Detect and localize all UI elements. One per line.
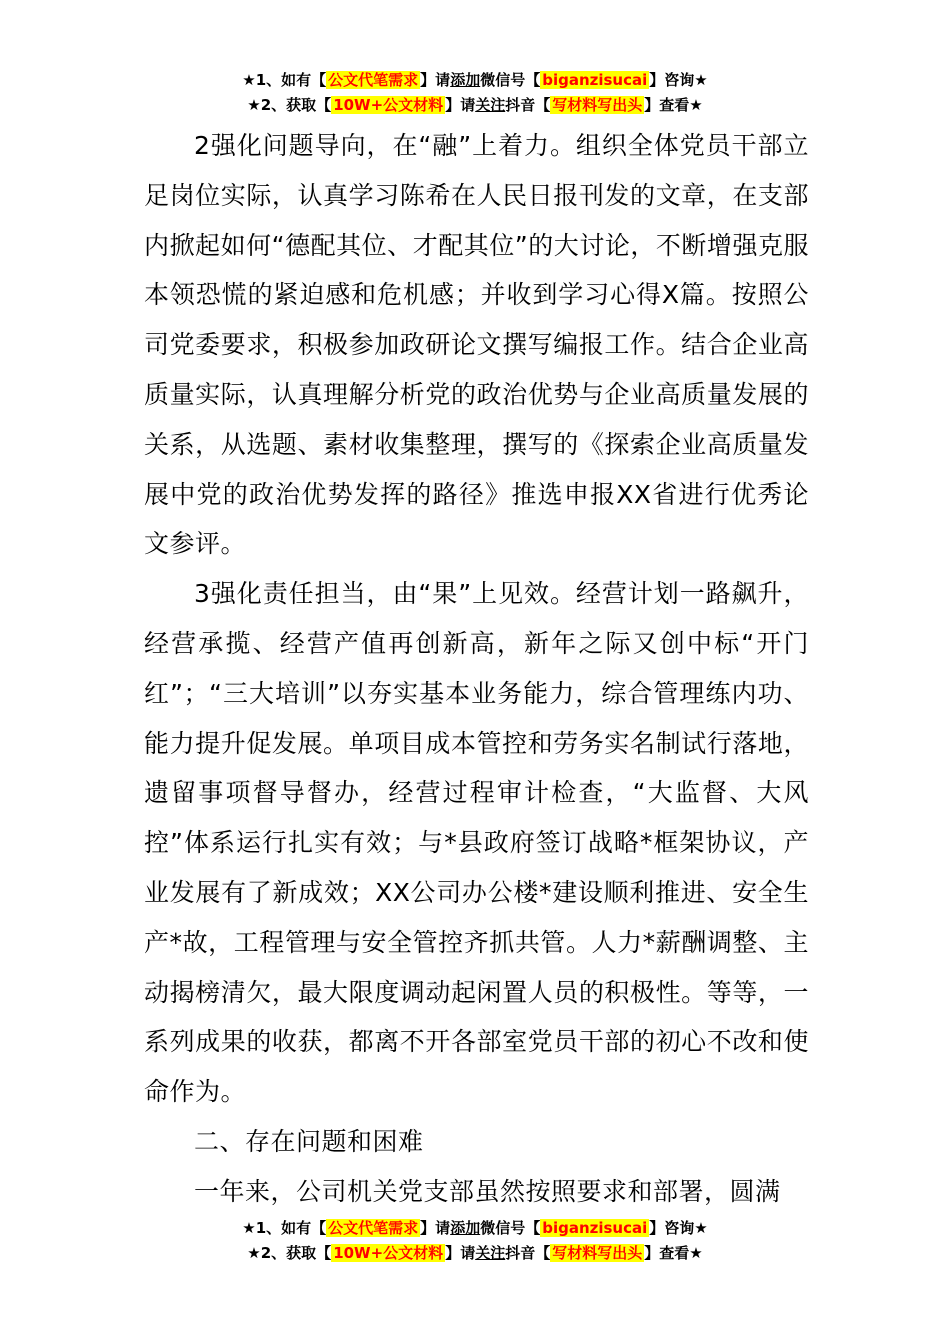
header-banner <box>0 68 950 118</box>
banner-text: ★1、如有【 <box>242 1219 327 1237</box>
paragraph: 2强化问题导向，在“融”上着力。组织全体党员干部立足岗位实际，认真学习陈希在人民日报刊发的文章，在支部内掀起如何“德配其位、才配其位”的大讨论，不断增强克服本领恐慌的紧迫感和危机感；并收到学习心得X篇。按照公司党委要求，积极参加政研论文撰写编报工作。结合企业高质量实际，认真理解分析党的政治优势与企业高质量发展的关系，从选题、素材收集整理，撰写的《探索企业高质量发展中党的政治优势发挥的路径》推选申报XX省进行优秀论文参评。 <box>144 131 809 559</box>
banner-underlined: 添加 <box>450 71 481 89</box>
banner-underlined: 关注 <box>475 1244 506 1262</box>
banner-highlight: 写材料写出头 <box>552 96 643 114</box>
banner-text: 】请 <box>445 96 476 114</box>
banner-highlight: 10W+公文材料 <box>333 1244 444 1262</box>
footer-banner <box>0 1216 950 1266</box>
banner-text: ★2、获取【 <box>247 1244 332 1262</box>
banner-text: 】请 <box>420 71 451 89</box>
banner-text: 】查看★ <box>644 96 703 114</box>
banner-line-1 <box>0 1216 950 1241</box>
document-body <box>144 121 809 1217</box>
banner-text: ★1、如有【 <box>242 71 327 89</box>
banner-highlight: biganzisucai <box>542 1219 648 1237</box>
banner-underlined: 添加 <box>450 1219 481 1237</box>
section-heading: 二、存在问题和困难 <box>194 1126 424 1156</box>
banner-text: 抖音【 <box>505 96 551 114</box>
banner-highlight: biganzisucai <box>542 71 648 89</box>
banner-highlight: 公文代笔需求 <box>328 1219 419 1237</box>
banner-text: ★2、获取【 <box>247 96 332 114</box>
banner-text: 微信号【 <box>480 1219 541 1237</box>
banner-text: 微信号【 <box>480 71 541 89</box>
banner-text: 】查看★ <box>644 1244 703 1262</box>
banner-line-1 <box>0 68 950 93</box>
banner-line-2 <box>0 93 950 118</box>
paragraph: 一年来，公司机关党支部虽然按照要求和部署，圆满 <box>194 1176 781 1206</box>
paragraph: 3强化责任担当，由“果”上见效。经营计划一路飙升，经营承揽、经营产值再创新高，新年之际又创中标“开门红”；“三大培训”以夯实基本业务能力，综合管理练内功、能力提升促发展。单项目成本管控和劳务实名制试行落地，遗留事项督导督办，经营过程审计检查，“大监督、大风控”体系运行扎实有效；与*县政府签订战略*框架协议，产业发展有了新成效；XX公司办公楼*建设顺利推进、安全生产*故，工程管理与安全管控齐抓共管。人力*薪酬调整、主动揭榜清欠，最大限度调动起闲置人员的积极性。等等，一系列成果的收获，都离不开各部室党员干部的初心不改和使命作为。 <box>144 579 809 1107</box>
banner-line-2 <box>0 1241 950 1266</box>
banner-underlined: 关注 <box>475 96 506 114</box>
banner-highlight: 写材料写出头 <box>552 1244 643 1262</box>
banner-text: 】请 <box>420 1219 451 1237</box>
banner-highlight: 公文代笔需求 <box>328 71 419 89</box>
banner-text: 】请 <box>445 1244 476 1262</box>
banner-highlight: 10W+公文材料 <box>333 96 444 114</box>
banner-text: 抖音【 <box>505 1244 551 1262</box>
banner-text: 】咨询★ <box>649 71 708 89</box>
banner-text: 】咨询★ <box>649 1219 708 1237</box>
